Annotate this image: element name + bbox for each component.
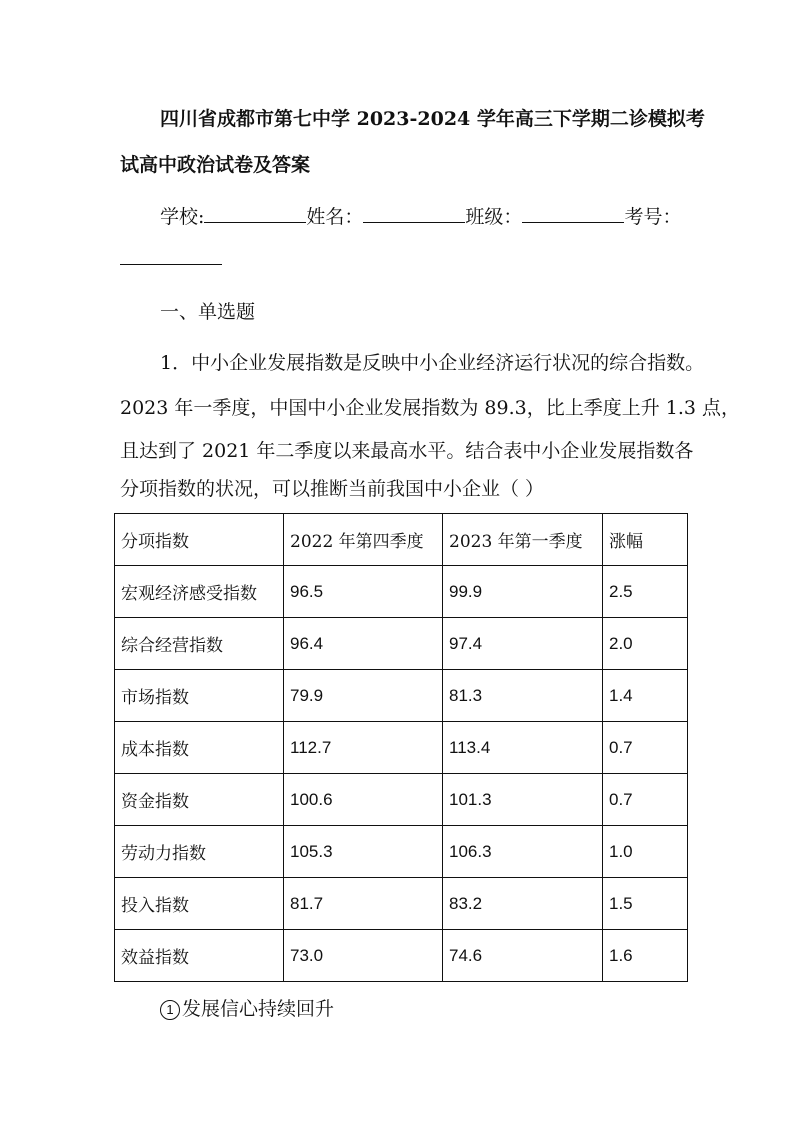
name-blank bbox=[363, 202, 465, 223]
table-cell: 73.0 bbox=[284, 930, 443, 982]
name-label: 姓名： bbox=[306, 206, 364, 228]
table-cell: 劳动力指数 bbox=[115, 826, 284, 878]
table-cell: 96.5 bbox=[284, 566, 443, 618]
question-line-1: 1．中小企业发展指数是反映中小企业经济运行状况的综合指数。 bbox=[160, 352, 705, 374]
table-cell: 1.6 bbox=[603, 930, 688, 982]
title-line-1: 四川省成都市第七中学 2023-2024 学年高三下学期二诊模拟考 bbox=[160, 108, 705, 130]
table-header-cell: 2022 年第四季度 bbox=[284, 514, 443, 566]
table-row bbox=[115, 566, 688, 618]
option-text: 发展信心持续回升 bbox=[182, 998, 335, 1020]
title-line-2: 试高中政治试卷及答案 bbox=[120, 154, 311, 176]
table-row bbox=[115, 618, 688, 670]
table-row bbox=[115, 722, 688, 774]
number-blank-row bbox=[120, 244, 222, 270]
table-header-cell: 分项指数 bbox=[115, 514, 284, 566]
table-cell: 81.3 bbox=[443, 670, 603, 722]
option-1 bbox=[160, 994, 334, 1021]
school-blank bbox=[204, 202, 306, 223]
table-cell: 市场指数 bbox=[115, 670, 284, 722]
number-label: 考号： bbox=[624, 206, 682, 228]
table-cell: 99.9 bbox=[443, 566, 603, 618]
table-cell: 效益指数 bbox=[115, 930, 284, 982]
table-cell: 101.3 bbox=[443, 774, 603, 826]
table-cell: 0.7 bbox=[603, 722, 688, 774]
table-header-cell: 涨幅 bbox=[603, 514, 688, 566]
class-label: 班级： bbox=[465, 206, 523, 228]
student-info-row bbox=[160, 202, 681, 229]
table-cell: 113.4 bbox=[443, 722, 603, 774]
table-cell: 79.9 bbox=[284, 670, 443, 722]
table-header-cell: 2023 年第一季度 bbox=[443, 514, 603, 566]
table-cell: 83.2 bbox=[443, 878, 603, 930]
class-blank bbox=[522, 202, 624, 223]
table-cell: 综合经营指数 bbox=[115, 618, 284, 670]
table-row bbox=[115, 774, 688, 826]
table-row bbox=[115, 878, 688, 930]
table-cell: 112.7 bbox=[284, 722, 443, 774]
index-table bbox=[114, 513, 688, 982]
section-heading: 一、单选题 bbox=[160, 301, 256, 323]
table-cell: 97.4 bbox=[443, 618, 603, 670]
table-header-row bbox=[115, 514, 688, 566]
question-line-4: 分项指数的状况，可以推断当前我国中小企业（ ） bbox=[120, 478, 545, 500]
table-cell: 96.4 bbox=[284, 618, 443, 670]
table-cell: 2.0 bbox=[603, 618, 688, 670]
table-cell: 74.6 bbox=[443, 930, 603, 982]
table-cell: 2.5 bbox=[603, 566, 688, 618]
table-cell: 106.3 bbox=[443, 826, 603, 878]
table-cell: 投入指数 bbox=[115, 878, 284, 930]
table-cell: 1.4 bbox=[603, 670, 688, 722]
table-cell: 1.0 bbox=[603, 826, 688, 878]
option-marker: 1 bbox=[160, 1000, 180, 1020]
table-cell: 宏观经济感受指数 bbox=[115, 566, 284, 618]
table-cell: 1.5 bbox=[603, 878, 688, 930]
table-row bbox=[115, 930, 688, 982]
table-cell: 0.7 bbox=[603, 774, 688, 826]
number-blank bbox=[120, 244, 222, 265]
table-cell: 105.3 bbox=[284, 826, 443, 878]
table-row bbox=[115, 670, 688, 722]
school-label: 学校: bbox=[160, 206, 205, 228]
table-cell: 100.6 bbox=[284, 774, 443, 826]
table-cell: 资金指数 bbox=[115, 774, 284, 826]
table-cell: 成本指数 bbox=[115, 722, 284, 774]
table-row bbox=[115, 826, 688, 878]
table-cell: 81.7 bbox=[284, 878, 443, 930]
question-line-3: 且达到了 2021 年二季度以来最高水平。结合表中小企业发展指数各 bbox=[120, 440, 694, 462]
question-line-2: 2023 年一季度，中国中小企业发展指数为 89.3，比上季度上升 1.3 点， bbox=[120, 397, 741, 419]
